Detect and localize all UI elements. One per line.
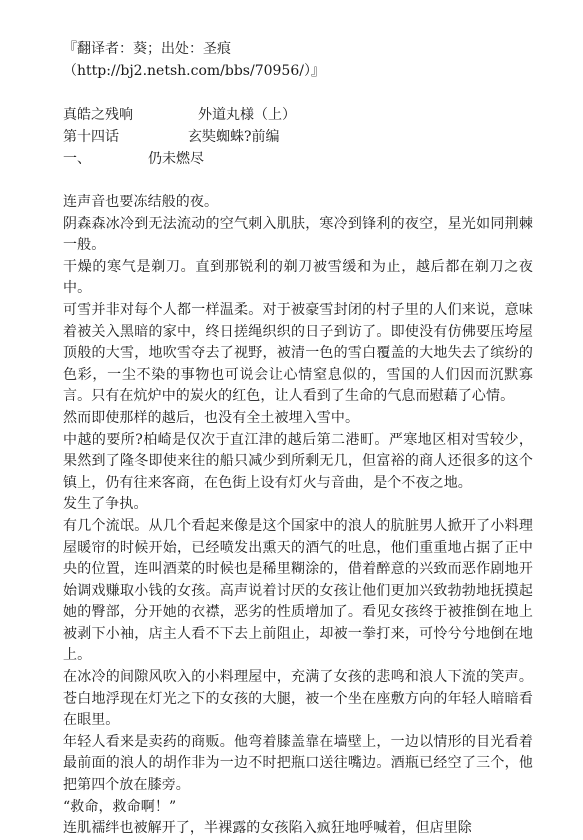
document-page [63,38,533,840]
paragraph: 在冰冷的间隙风吹入的小料理屋中，充满了女孩的悲鸣和浪人下流的笑声。苍白地浮现在灯光之下的女孩的大腿，被一个坐在座敷方向的年轻人暗暗看在眼里。 [63,669,533,729]
paragraph: 连肌襦绊也被解开了，半裸露的女孩陷入疯狂地呼喊着，但店里除 [63,820,472,837]
body-text [63,192,533,840]
paragraph: 中越的要所?柏崎是仅次于直江津的越后第二港町。严寒地区相对雪较少，果然到了隆冬即使来往的船只减少到所剩无几，但富裕的商人还很多的这个镇上，仍有往来客商，在色街上设有灯火与音曲，是个不夜之地。 [63,431,533,491]
heading-series-row [63,104,533,126]
heading-episode-row [63,126,533,148]
series-title: 真皓之残响 [63,107,133,123]
heading-section-row [63,148,533,170]
paragraph: 阴森森冰冷到无法流动的空气刺入肌肤，寒冷到锋利的夜空，星光如同荆棘一般。 [63,215,533,254]
episode-title: 玄奘蜘蛛?前编 [188,129,280,145]
translator-credit-line: 『翻译者：葵；出处：圣痕 [63,41,231,57]
paragraph: “救命，救命啊！” [63,798,177,815]
paragraph: 年轻人看来是卖药的商贩。他弯着膝盖靠在墙壁上，一边以情形的目光看着最前面的浪人的胡作非为一边不时把瓶口送往嘴边。酒瓶已经空了三个，他把第四个放在膝旁。 [63,733,533,794]
paragraph: 然而即使那样的越后，也没有全土被埋入雪中。 [63,409,360,426]
paragraph: 可雪并非对每个人都一样温柔。对于被豪雪封闭的村子里的人们来说，意味着被关入黑暗的家中，终日搓绳织织的日子到访了。即使没有仿佛要压垮屋顶般的大雪，地吹雪夺去了视野，被清一色的雪白覆盖的大地失去了缤纷的色彩，一尘不染的事物也可说会让心情窒息似的，雪国的人们因而沉默寡言。只有在炕炉中的炭火的红色，让人看到了生命的气息而慰藉了心情。 [63,301,533,405]
section-number: 一、 [63,151,91,167]
section-title: 仍未燃尽 [148,151,204,167]
paragraph: 有几个流氓。从几个看起来像是这个国家中的浪人的肮脏男人掀开了小料理屋暖帘的时候开始，已经喷发出熏天的酒气的吐息，他们重重地占据了正中央的位置，连叫酒菜的时候也是稀里糊涂的，借着醉意的兴致而恶作剧地开始调戏赚取小钱的女孩。高声说着讨厌的女孩让他们更加兴致勃勃地抚摸起她的臀部，分开她的衣襟，恶劣的性质增加了。看见女孩终于被推倒在地上被剥下小袖，店主人看不下去上前阻止，却被一拳打来，可怜兮兮地倒在地上。 [63,517,533,664]
paragraph: 发生了争执。 [63,496,148,513]
paragraph: 连声音也要冻结般的夜。 [63,194,219,210]
spacer [63,170,533,192]
spacer [63,82,533,104]
episode-number: 第十四话 [63,129,119,145]
arc-title: 外道丸様（上） [198,107,296,123]
paragraph: 干燥的寒气是剃刀。直到那锐利的剃刀被雪缓和为止，越后都在剃刀之夜中。 [63,258,533,297]
source-url-line: （http://bj2.netsh.com/bbs/70956/）』 [63,63,325,79]
